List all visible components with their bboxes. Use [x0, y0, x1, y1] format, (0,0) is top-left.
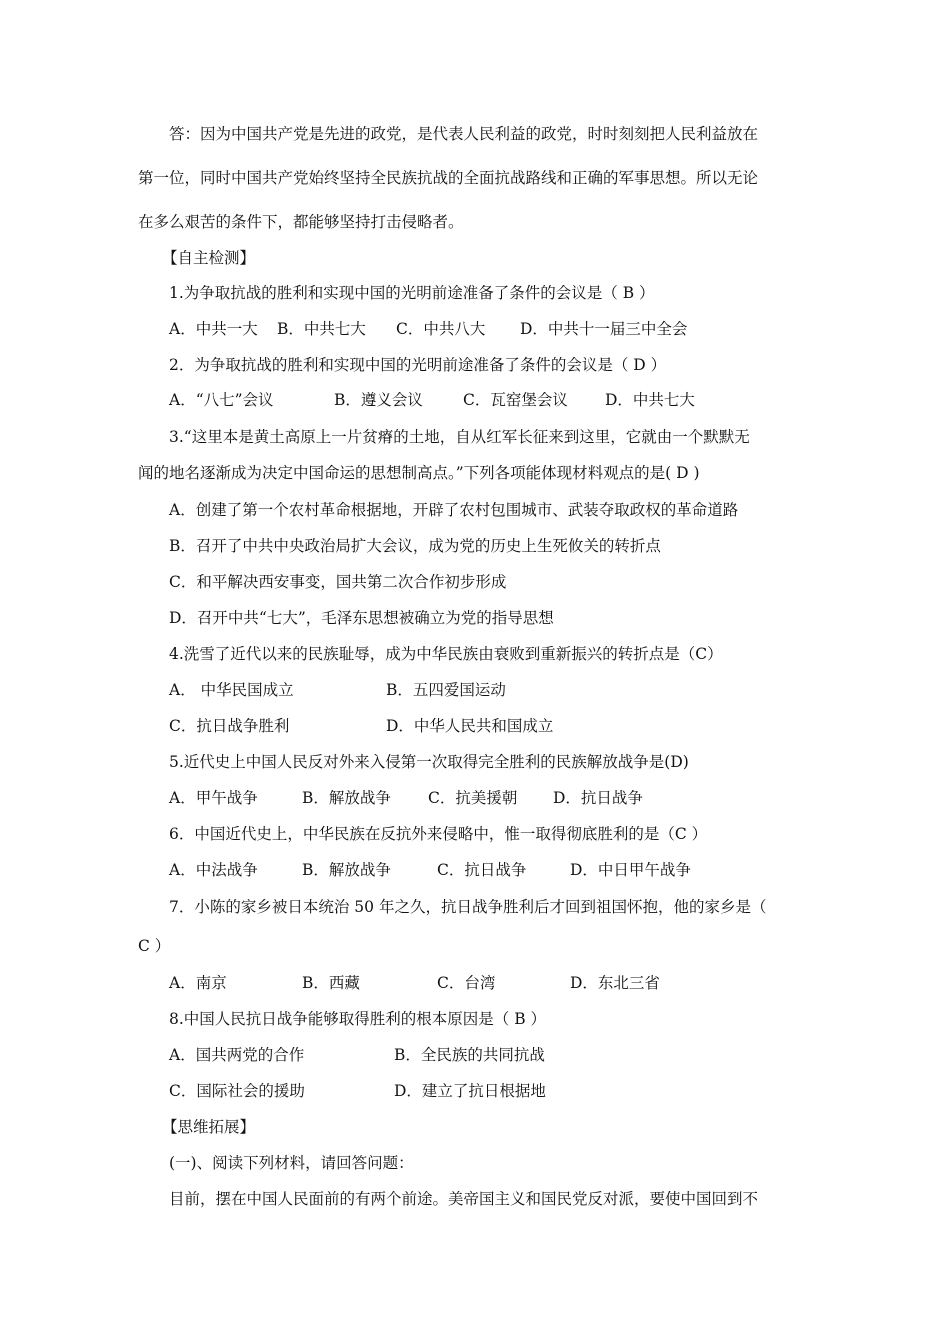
question-5-option-c: C．抗美援朝 — [428, 789, 518, 807]
question-3-option-c: C．和平解决西安事变，国共第二次合作初步形成 — [169, 573, 507, 591]
question-3-stem-line-1: 3.“这里本是黄土高原上一片贫瘠的土地，自从红军长征来到这里，它就由一个默默无 — [169, 428, 750, 446]
question-7-option-d: D．东北三省 — [570, 974, 660, 992]
question-6-stem: 6．中国近代史上，中华民族在反抗外来侵略中，惟一取得彻底胜利的是（C ） — [169, 825, 708, 843]
question-3-option-d: D．召开中共“七大”，毛泽东思想被确立为党的指导思想 — [169, 609, 554, 627]
answer-line-1: 答：因为中国共产党是先进的政党，是代表人民利益的政党，时时刻刻把人民利益放在 — [169, 125, 759, 143]
question-6-option-a: A．中法战争 — [169, 861, 258, 879]
question-7-option-a: A．南京 — [169, 974, 227, 992]
question-4-option-c: C．抗日战争胜利 — [169, 717, 290, 735]
question-2-option-b: B．遵义会议 — [334, 391, 423, 409]
question-8-option-d: D．建立了抗日根据地 — [394, 1082, 546, 1100]
extension-heading: 【思维拓展】 — [162, 1118, 256, 1136]
question-1-option-c: C．中共八大 — [396, 320, 486, 338]
question-5-option-b: B．解放战争 — [302, 789, 391, 807]
question-2-option-d: D．中共七大 — [605, 391, 695, 409]
question-7-stem-line-1: 7．小陈的家乡被日本统治 50 年之久，抗日战争胜利后才回到祖国怀抱，他的家乡是（ — [169, 898, 767, 916]
question-2-stem: 2．为争取抗战的胜利和实现中国的光明前途准备了条件的会议是（ D ） — [169, 356, 667, 374]
answer-line-2: 第一位，同时中国共产党始终坚持全民族抗战的全面抗战路线和正确的军事思想。所以无论 — [138, 169, 759, 187]
question-1-stem: 1.为争取抗战的胜利和实现中国的光明前途准备了条件的会议是（ B ） — [169, 284, 655, 302]
question-4-option-b: B．五四爱国运动 — [386, 681, 506, 699]
question-1-option-d: D．中共十一届三中全会 — [520, 320, 688, 338]
extension-material-line: 目前，摆在中国人民面前的有两个前途。美帝国主义和国民党反对派，要使中国回到不 — [169, 1190, 759, 1208]
answer-line-3: 在多么艰苦的条件下，都能够坚持打击侵略者。 — [138, 213, 464, 231]
question-6-option-d: D．中日甲午战争 — [570, 861, 691, 879]
question-2-option-c: C．瓦窑堡会议 — [463, 391, 568, 409]
question-8-stem: 8.中国人民抗日战争能够取得胜利的根本原因是（ B ） — [169, 1010, 547, 1028]
question-5-option-d: D．抗日战争 — [553, 789, 643, 807]
question-4-stem: 4.洗雪了近代以来的民族耻辱，成为中华民族由衰败到重新振兴的转折点是（C） — [169, 645, 723, 663]
question-8-option-c: C．国际社会的援助 — [169, 1082, 305, 1100]
question-2-option-a: A．“八七”会议 — [169, 391, 274, 409]
question-7-option-c: C．台湾 — [437, 974, 496, 992]
question-4-option-a: A． 中华民国成立 — [169, 681, 294, 699]
question-1-option-a: A．中共一大 — [169, 320, 258, 338]
question-3-stem-line-2: 闻的地名逐渐成为决定中国命运的思想制高点。”下列各项能体现材料观点的是( D ) — [138, 464, 700, 482]
question-6-option-c: C．抗日战争 — [437, 861, 527, 879]
question-7-stem-line-2: C ） — [138, 937, 171, 955]
question-5-stem: 5.近代史上中国人民反对外来入侵第一次取得完全胜利的民族解放战争是(D) — [169, 753, 689, 771]
question-5-option-a: A．甲午战争 — [169, 789, 258, 807]
question-6-option-b: B．解放战争 — [302, 861, 391, 879]
question-7-option-b: B．西藏 — [302, 974, 360, 992]
self-check-heading: 【自主检测】 — [162, 249, 256, 267]
extension-subheading: (一)、阅读下列材料，请回答问题： — [169, 1154, 414, 1172]
question-8-option-b: B．全民族的共同抗战 — [394, 1046, 545, 1064]
question-4-option-d: D．中华人民共和国成立 — [386, 717, 554, 735]
question-3-option-a: A．创建了第一个农村革命根据地，开辟了农村包围城市、武装夺取政权的革命道路 — [169, 501, 739, 519]
question-1-option-b: B．中共七大 — [277, 320, 366, 338]
question-8-option-a: A．国共两党的合作 — [169, 1046, 305, 1064]
question-3-option-b: B．召开了中共中央政治局扩大会议，成为党的历史上生死攸关的转折点 — [169, 537, 661, 555]
